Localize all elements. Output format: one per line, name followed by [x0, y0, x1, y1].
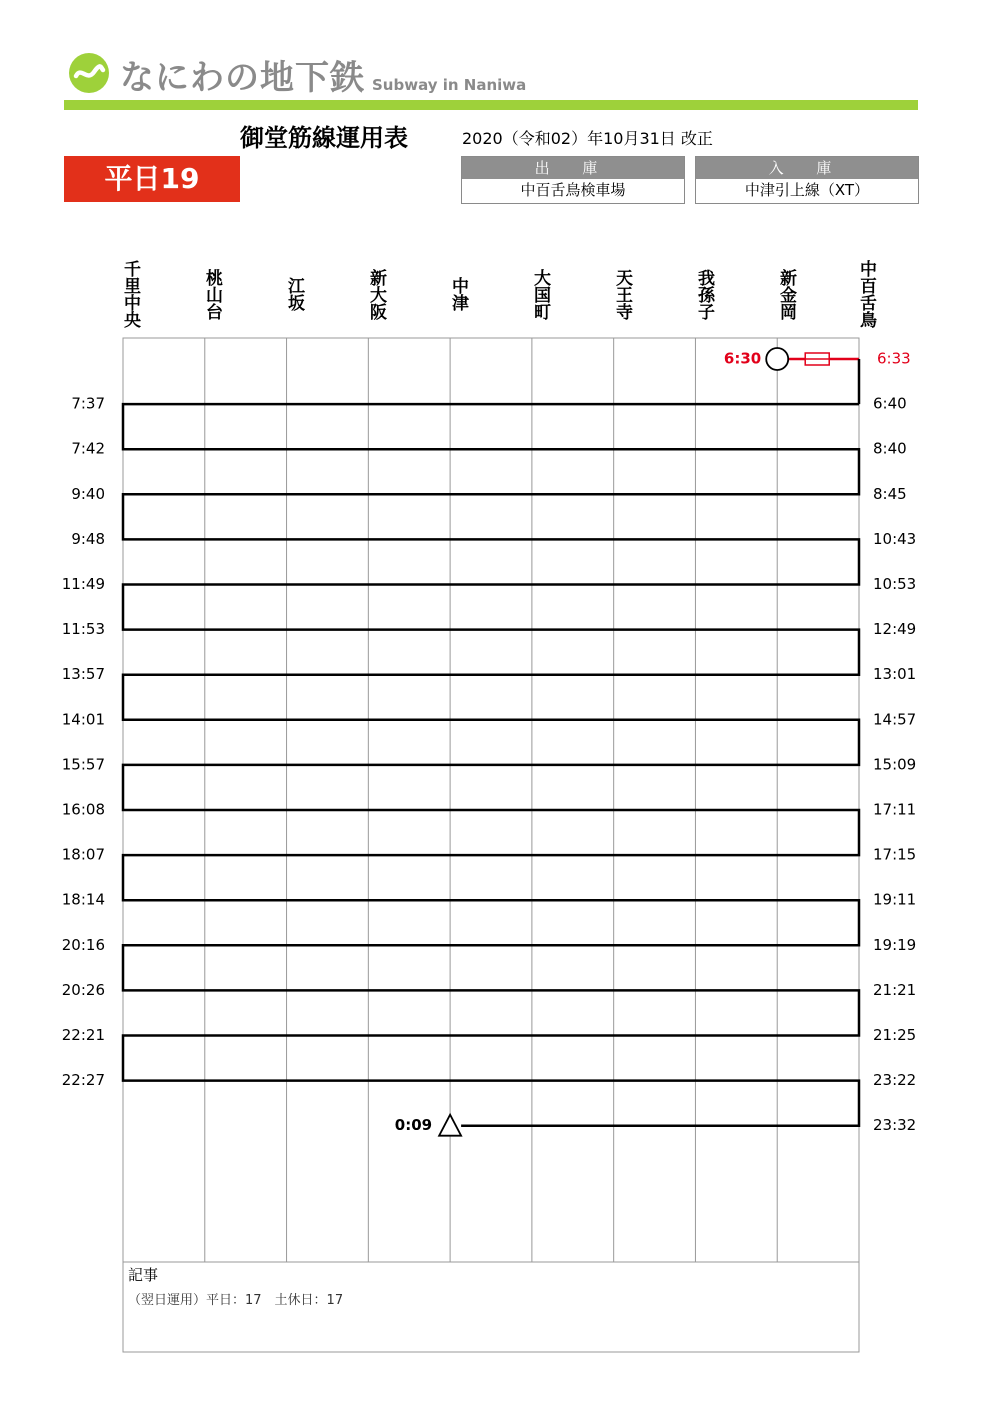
time-label-left: 18:07	[61, 845, 105, 864]
station-label: 江坂	[284, 277, 304, 311]
time-label-left: 11:49	[61, 575, 105, 593]
time-label-left: 18:14	[61, 890, 105, 909]
station-label: 我孫子	[694, 268, 714, 320]
station-label: 中百舌鳥	[856, 260, 876, 328]
departure-circle-icon	[766, 348, 788, 370]
station-label: 天王寺	[612, 268, 632, 320]
time-label-left: 22:21	[61, 1026, 105, 1044]
time-label-right: 15:09	[873, 755, 917, 774]
station-label: 中津	[448, 277, 468, 311]
logo-subtitle: Subway in Naniwa	[372, 76, 527, 94]
arrival-depot: 中津引上線（XT）	[744, 181, 870, 199]
page-title: 御堂筋線運用表	[240, 124, 408, 152]
time-label-right: 13:01	[873, 665, 917, 684]
operation-number-badge: 平日19	[64, 156, 240, 202]
departure-time: 6:30	[723, 349, 762, 368]
station-label: 桃山台	[202, 268, 222, 320]
station-label: 大国町	[530, 268, 550, 320]
notes-text: （翌日運用）平日：17 土休日：17	[128, 1293, 344, 1308]
operation-line	[123, 404, 859, 1126]
station-label: 千里中央	[120, 260, 140, 328]
time-label-left: 9:48	[71, 529, 105, 548]
revision-date: 2020（令和02）年10月31日 改正	[462, 129, 713, 148]
time-label-left: 16:08	[61, 800, 105, 819]
time-label-left: 11:53	[61, 620, 105, 639]
time-label-right: 8:45	[873, 484, 907, 503]
time-label-left: 9:40	[71, 484, 105, 503]
time-label-right: 17:11	[873, 800, 917, 819]
time-label-left: 20:16	[61, 935, 105, 954]
diagram-frame	[123, 338, 859, 1352]
time-label-right: 12:49	[873, 620, 917, 639]
notes-label: 記事	[128, 1266, 159, 1284]
time-label-right: 14:57	[873, 710, 917, 729]
arrival-time-right: 6:33	[877, 349, 911, 368]
time-label-left: 15:57	[61, 755, 105, 774]
time-label-right: 23:32	[873, 1116, 917, 1135]
logo-text: なにわの地下鉄	[120, 58, 365, 98]
time-label-left: 14:01	[61, 710, 105, 729]
end-time: 0:09	[394, 1116, 433, 1135]
time-label-right: 6:40	[873, 394, 907, 413]
departure-depot: 中百舌鳥検車場	[520, 181, 626, 199]
time-label-left: 13:57	[61, 665, 105, 684]
time-label-left: 20:26	[61, 980, 105, 999]
time-label-right: 23:22	[873, 1071, 917, 1090]
time-label-left: 7:37	[71, 394, 105, 413]
arrival-label: 入 庫	[696, 157, 918, 179]
departure-label: 出 庫	[462, 157, 684, 179]
time-label-right: 10:43	[873, 529, 917, 548]
time-label-left: 22:27	[61, 1071, 105, 1090]
time-label-right: 19:11	[873, 890, 917, 909]
time-label-right: 19:19	[873, 935, 917, 954]
time-label-right: 8:40	[873, 439, 907, 458]
time-label-right: 10:53	[873, 575, 917, 593]
station-label: 新金岡	[776, 268, 796, 320]
time-label-right: 21:21	[873, 980, 917, 999]
time-label-left: 7:42	[71, 439, 105, 458]
time-label-right: 17:15	[873, 845, 917, 864]
station-label: 新大阪	[366, 268, 386, 320]
time-label-right: 21:25	[873, 1026, 917, 1044]
terminal-triangle-icon	[439, 1115, 461, 1136]
